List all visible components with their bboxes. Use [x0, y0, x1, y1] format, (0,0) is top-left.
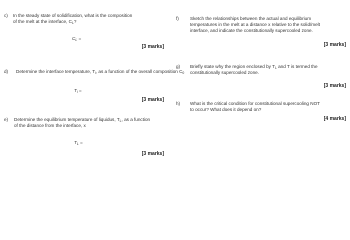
- question-f: [176, 16, 346, 52]
- question-c-letter: c): [4, 13, 8, 18]
- question-h-marks: [4 marks]: [323, 116, 346, 122]
- question-d-marks: [3 marks]: [141, 97, 164, 103]
- question-h-letter: h): [176, 101, 181, 106]
- question-c-text: In the steady state of solidification, what is the composition of the melt at the interface, $C_L$?: [13, 13, 133, 25]
- question-e-answer: $T_L$ =: [74, 140, 83, 146]
- question-e-letter: e): [4, 117, 9, 122]
- question-f-letter: f): [176, 16, 179, 21]
- question-d-letter: d): [4, 69, 9, 74]
- question-h: [176, 101, 346, 127]
- question-d-answer: $T_i$ =: [74, 88, 82, 94]
- question-g-letter: g): [176, 64, 181, 69]
- question-g-text: Briefly state why the region enclosed by $T_L$ and T is termed the constitutionally supercooled zone.: [190, 64, 318, 76]
- question-c: [4, 13, 164, 53]
- question-d: [4, 69, 185, 105]
- question-g: [176, 64, 346, 98]
- question-g-marks: [3 marks]: [323, 83, 346, 89]
- question-c-answer: $C_L$ =: [72, 36, 82, 42]
- question-f-marks: [3 marks]: [323, 42, 346, 48]
- question-e-text: Determine the equilibrium temperature of liquidus, $T_L$, as a function of the distance from the interface, x: [14, 117, 151, 129]
- question-e: [4, 117, 164, 161]
- question-d-text: Determine the interface temperature, $T_i$, as a function of the overall composition $C_0$: [16, 69, 185, 75]
- question-f-text: Sketch the relationships between the actual and equilibrium temperatures in the melt at a distance x relative to the solid/melt interface, and indicate the constitutionally supercooled zone.: [190, 16, 320, 33]
- question-e-marks: [3 marks]: [141, 151, 164, 157]
- question-h-text: What is the critical condition for constitutional supercooling NOT to occur? What does it depend on?: [190, 101, 320, 112]
- question-c-marks: [3 marks]: [141, 44, 164, 50]
